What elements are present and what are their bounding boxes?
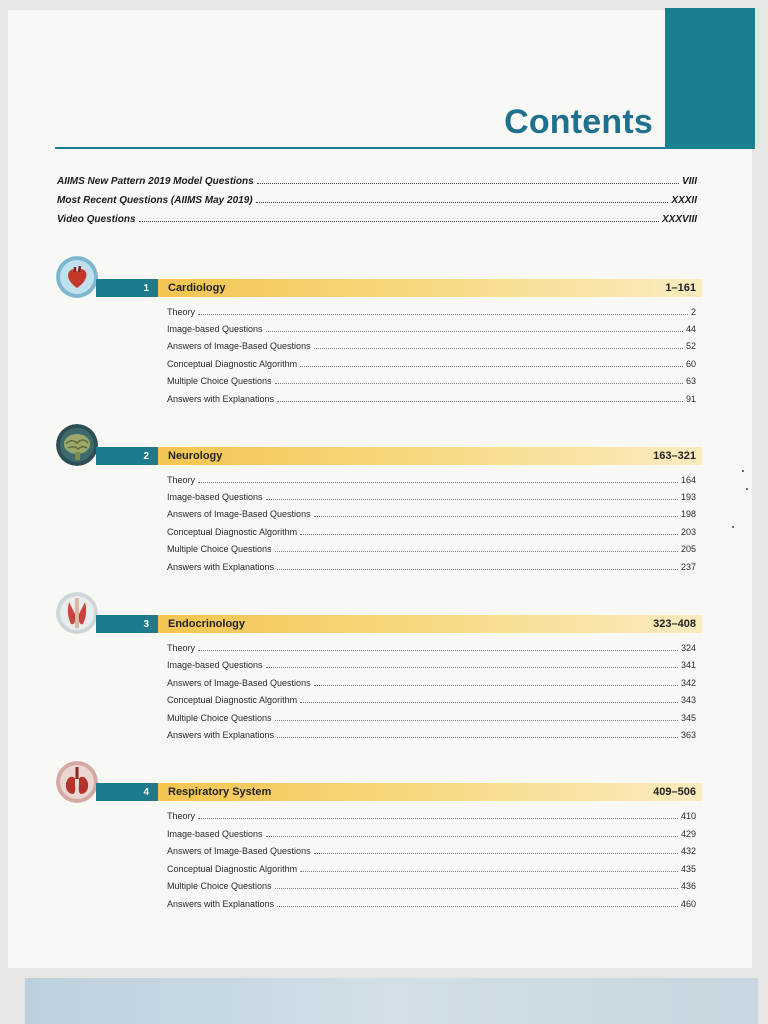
dot-leader	[277, 906, 678, 907]
dot-leader	[314, 853, 678, 854]
toc-entry[interactable]	[167, 861, 696, 874]
toc-entry[interactable]	[167, 356, 696, 369]
entry-label: Answers with Explanations	[167, 730, 275, 740]
dot-leader	[256, 202, 669, 203]
chapter-number: 3	[96, 615, 158, 633]
toc-entry[interactable]	[167, 727, 696, 740]
scan-speck	[742, 470, 744, 472]
toc-entry[interactable]	[167, 692, 696, 705]
entry-page: 363	[680, 730, 696, 740]
entry-page: 237	[680, 562, 696, 572]
entry-label: Answers with Explanations	[167, 899, 275, 909]
entry-page: 342	[680, 678, 696, 688]
chapter-header[interactable]	[158, 279, 702, 297]
chapter-header[interactable]	[158, 783, 702, 801]
dot-leader	[275, 888, 678, 889]
entry-page: 429	[680, 829, 696, 839]
front-matter-label: Most Recent Questions (AIIMS May 2019)	[57, 195, 253, 206]
toc-entry[interactable]	[167, 826, 696, 839]
entry-label: Conceptual Diagnostic Algorithm	[167, 695, 298, 705]
entry-label: Answers with Explanations	[167, 394, 275, 404]
entry-page: 44	[685, 324, 696, 334]
heart-icon	[56, 256, 98, 298]
toc-entry[interactable]	[167, 391, 696, 404]
toc-entry[interactable]	[167, 559, 696, 572]
entry-label: Answers of Image-Based Questions	[167, 341, 311, 351]
chapter-title: Neurology	[168, 450, 223, 462]
dot-leader	[314, 348, 683, 349]
chapter-page-range: 1–161	[665, 282, 696, 294]
toc-entry[interactable]	[167, 304, 696, 317]
chapter-number: 4	[96, 783, 158, 801]
dot-leader	[198, 818, 678, 819]
entry-page: 341	[680, 660, 696, 670]
toc-entry[interactable]	[167, 524, 696, 537]
chapter-title: Respiratory System	[168, 786, 272, 798]
scan-speck	[732, 526, 734, 528]
chapter-number: 1	[96, 279, 158, 297]
entry-page: 63	[685, 376, 696, 386]
dot-leader	[198, 482, 678, 483]
front-matter-page: VIII	[681, 176, 697, 187]
entry-page: 91	[685, 394, 696, 404]
dot-leader	[198, 314, 688, 315]
scan-speck	[746, 488, 748, 490]
entry-page: 60	[685, 359, 696, 369]
dot-leader	[266, 331, 683, 332]
lungs-icon	[56, 761, 98, 803]
entry-label: Theory	[167, 307, 196, 317]
entry-page: 435	[680, 864, 696, 874]
toc-entry[interactable]	[167, 338, 696, 351]
front-matter-item[interactable]	[57, 171, 697, 187]
dot-leader	[300, 871, 678, 872]
front-matter-page: XXXVIII	[661, 214, 697, 225]
toc-entry[interactable]	[167, 843, 696, 856]
thyroid-icon	[56, 592, 98, 634]
entry-label: Answers of Image-Based Questions	[167, 846, 311, 856]
front-matter-item[interactable]	[57, 190, 697, 206]
entry-page: 343	[680, 695, 696, 705]
entry-page: 193	[680, 492, 696, 502]
entry-page: 345	[680, 713, 696, 723]
dot-leader	[300, 534, 678, 535]
entry-page: 324	[680, 643, 696, 653]
dot-leader	[257, 183, 679, 184]
front-matter-item[interactable]	[57, 209, 697, 225]
dot-leader	[277, 569, 678, 570]
page-title: Contents	[504, 103, 653, 141]
toc-entry[interactable]	[167, 675, 696, 688]
entry-label: Answers of Image-Based Questions	[167, 678, 311, 688]
toc-entry[interactable]	[167, 472, 696, 485]
toc-entry[interactable]	[167, 878, 696, 891]
entry-page: 460	[680, 899, 696, 909]
entry-label: Conceptual Diagnostic Algorithm	[167, 527, 298, 537]
dot-leader	[275, 720, 678, 721]
chapter-header[interactable]	[158, 447, 702, 465]
toc-entry[interactable]	[167, 506, 696, 519]
dot-leader	[277, 737, 678, 738]
entry-label: Multiple Choice Questions	[167, 376, 272, 386]
chapter-header[interactable]	[158, 615, 702, 633]
entry-label: Conceptual Diagnostic Algorithm	[167, 359, 298, 369]
toc-entry[interactable]	[167, 373, 696, 386]
toc-entry[interactable]	[167, 541, 696, 554]
toc-entry[interactable]	[167, 896, 696, 909]
dot-leader	[198, 650, 678, 651]
entry-label: Theory	[167, 475, 196, 485]
entry-page: 410	[680, 811, 696, 821]
entry-label: Image-based Questions	[167, 324, 263, 334]
dot-leader	[275, 383, 683, 384]
entry-page: 436	[680, 881, 696, 891]
dot-leader	[266, 499, 678, 500]
entry-label: Multiple Choice Questions	[167, 881, 272, 891]
corner-color-block	[665, 8, 755, 148]
front-matter-label: Video Questions	[57, 214, 136, 225]
dot-leader	[300, 366, 683, 367]
dot-leader	[266, 836, 678, 837]
entry-page: 198	[680, 509, 696, 519]
entry-page: 52	[685, 341, 696, 351]
entry-label: Image-based Questions	[167, 660, 263, 670]
chapter-page-range: 163–321	[653, 450, 696, 462]
chapter-page-range: 323–408	[653, 618, 696, 630]
chapter-title: Endocrinology	[168, 618, 245, 630]
entry-label: Conceptual Diagnostic Algorithm	[167, 864, 298, 874]
toc-entry[interactable]	[167, 710, 696, 723]
entry-label: Multiple Choice Questions	[167, 544, 272, 554]
chapter-title: Cardiology	[168, 282, 226, 294]
entry-page: 203	[680, 527, 696, 537]
front-matter-label: AIIMS New Pattern 2019 Model Questions	[57, 176, 254, 187]
dot-leader	[275, 551, 678, 552]
chapter-number: 2	[96, 447, 158, 465]
entry-page: 432	[680, 846, 696, 856]
footer-band	[25, 978, 758, 1024]
entry-label: Image-based Questions	[167, 492, 263, 502]
entry-page: 164	[680, 475, 696, 485]
toc-entry[interactable]	[167, 657, 696, 670]
entry-label: Answers with Explanations	[167, 562, 275, 572]
chapter-page-range: 409–506	[653, 786, 696, 798]
dot-leader	[314, 685, 678, 686]
dot-leader	[139, 221, 659, 222]
entry-page: 2	[690, 307, 696, 317]
title-rule	[55, 147, 755, 149]
entry-label: Answers of Image-Based Questions	[167, 509, 311, 519]
toc-entry[interactable]	[167, 489, 696, 502]
dot-leader	[266, 667, 678, 668]
dot-leader	[314, 516, 678, 517]
front-matter-page: XXXII	[671, 195, 697, 206]
entry-label: Theory	[167, 811, 196, 821]
entry-page: 205	[680, 544, 696, 554]
entry-label: Image-based Questions	[167, 829, 263, 839]
dot-leader	[300, 702, 678, 703]
entry-label: Theory	[167, 643, 196, 653]
toc-entry[interactable]	[167, 808, 696, 821]
toc-entry[interactable]	[167, 321, 696, 334]
toc-entry[interactable]	[167, 640, 696, 653]
brain-icon	[56, 424, 98, 466]
entry-label: Multiple Choice Questions	[167, 713, 272, 723]
dot-leader	[277, 401, 683, 402]
